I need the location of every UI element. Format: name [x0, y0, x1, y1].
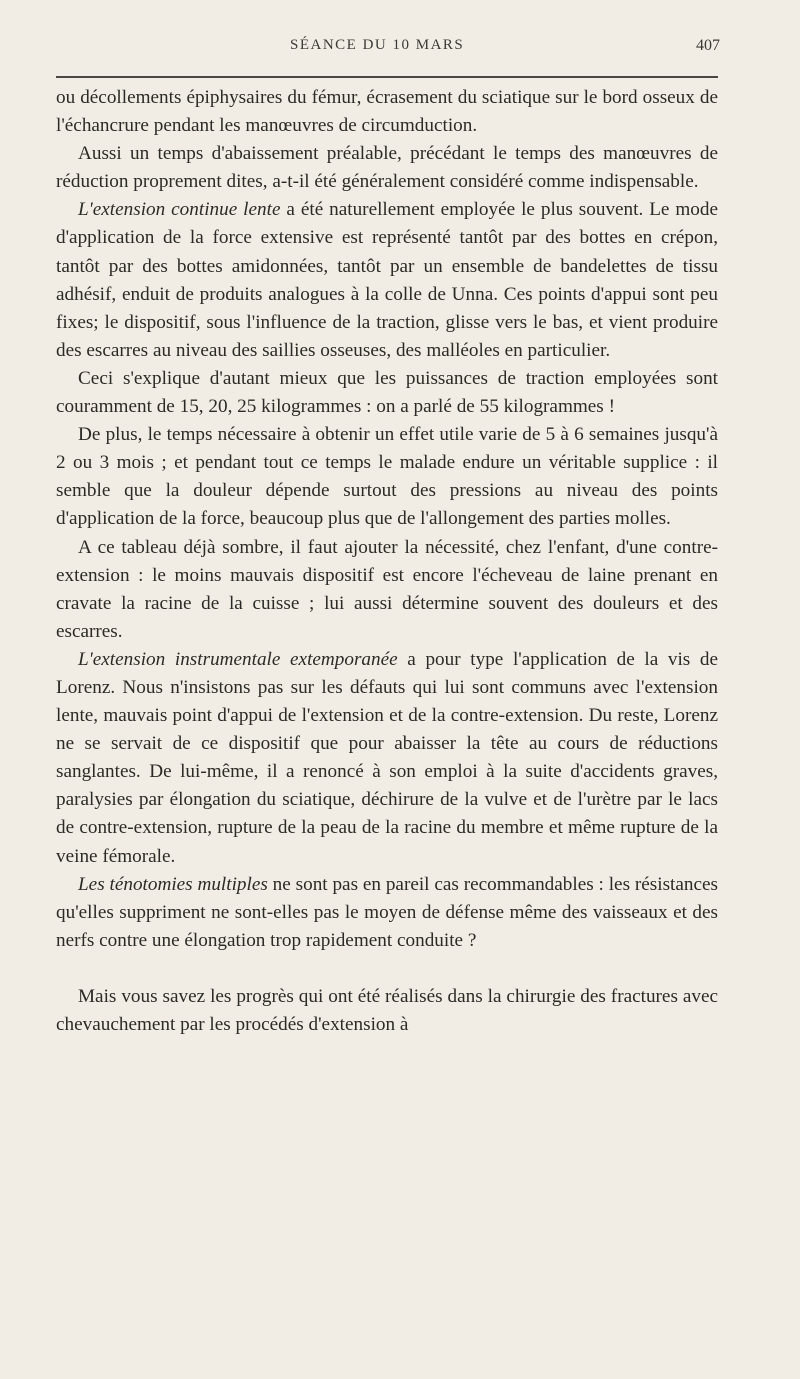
- paragraph-8: [56, 871, 718, 955]
- paragraph-9: [56, 983, 718, 1039]
- paragraph-3-text: a été naturellement employée le plus souvent. Le mode d'application de la force extensive est représenté tantôt par des bottes en crépon, tantôt par des bottes amidonnées, tantôt par un ensemble de bandelettes de tissu adhésif, enduit de produits analogues à la colle de Unna. Ces points d'appui sont peu fixes; le dispositif, sous l'influence de la traction, glisse vers le bas, et vient produire des escarres au niveau des saillies osseuses, des malléoles en particulier.: [56, 199, 719, 361]
- paragraph-5-text: De plus, le temps nécessaire à obtenir un effet utile varie de 5 à 6 semaines jusqu'à 2 ou 3 mois ; et pendant tout ce temps le malade endure un véritable supplice : il semble que la douleur dépende surtout des pressions au niveau des points d'application de la force, beaucoup plus que de l'allongement des parties molles.: [56, 424, 718, 530]
- paragraph-3-italic-lead: L'extension continue lente: [78, 199, 281, 221]
- paragraph-7-text: a pour type l'application de la vis de Lorenz. Nous n'insistons pas sur les défauts qui lui sont communs avec l'extension lente, mauvais point d'appui de l'extension et de la contre-extension. Du reste, Lorenz ne se servait de ce dispositif que pour abaisser la tête au cours de réductions sanglantes. De lui-même, il a renoncé à son emploi à la suite d'accidents graves, paralysies par élongation du sciatique, déchirure de la vulve et de l'urètre par le lacs de contre-extension, rupture de la peau de la racine du membre et même rupture de la veine fémorale.: [56, 648, 718, 867]
- paragraph-4: [56, 365, 718, 421]
- paragraph-6: [56, 534, 718, 646]
- paragraph-8-italic-lead: Les ténotomies multiples: [78, 873, 268, 895]
- paragraph-9-text: Mais vous savez les progrès qui ont été réalisés dans la chirurgie des fractures avec chevauchement par les procédés d'extension à: [56, 985, 718, 1035]
- body-text: [56, 84, 718, 1039]
- paragraph-7: [56, 646, 718, 871]
- header-rule: [56, 76, 718, 78]
- page-header: [55, 37, 720, 59]
- paragraph-5: [56, 421, 718, 533]
- paragraph-6-text: A ce tableau déjà sombre, il faut ajouter la nécessité, chez l'enfant, d'une contre-extension : le moins mauvais dispositif est encore l'écheveau de laine prenant en cravate la racine de la cuisse ; lui aussi détermine souvent des douleurs et des escarres.: [56, 536, 718, 642]
- paragraph-2-text: Aussi un temps d'abaissement préalable, précédant le temps des manœuvres de réduction proprement dites, a-t-il été généralement considéré comme indispensable.: [56, 143, 718, 193]
- paragraph-4-text: Ceci s'explique d'autant mieux que les puissances de traction employées sont couramment de 15, 20, 25 kilogrammes : on a parlé de 55 kilogrammes !: [56, 367, 718, 418]
- paragraph-3: [56, 196, 718, 365]
- page-number: 407: [696, 37, 720, 54]
- paragraph-7-italic-lead: L'extension instrumentale extemporanée: [78, 648, 398, 670]
- paragraph-8-text: ne sont pas en pareil cas recommandables : les résistances qu'elles suppriment ne sont-elles pas le moyen de défense même des vaisseaux et des nerfs contre une élongation trop rapidement conduite ?: [56, 873, 718, 951]
- paragraph-2: [56, 140, 718, 196]
- running-head: SÉANCE DU 10 MARS: [290, 37, 465, 53]
- paragraph-1: [56, 84, 718, 140]
- paragraph-1-text: ou décollements épiphysaires du fémur, écrasement du sciatique sur le bord osseux de l'échancrure pendant les manœuvres de circumduction.: [56, 87, 718, 137]
